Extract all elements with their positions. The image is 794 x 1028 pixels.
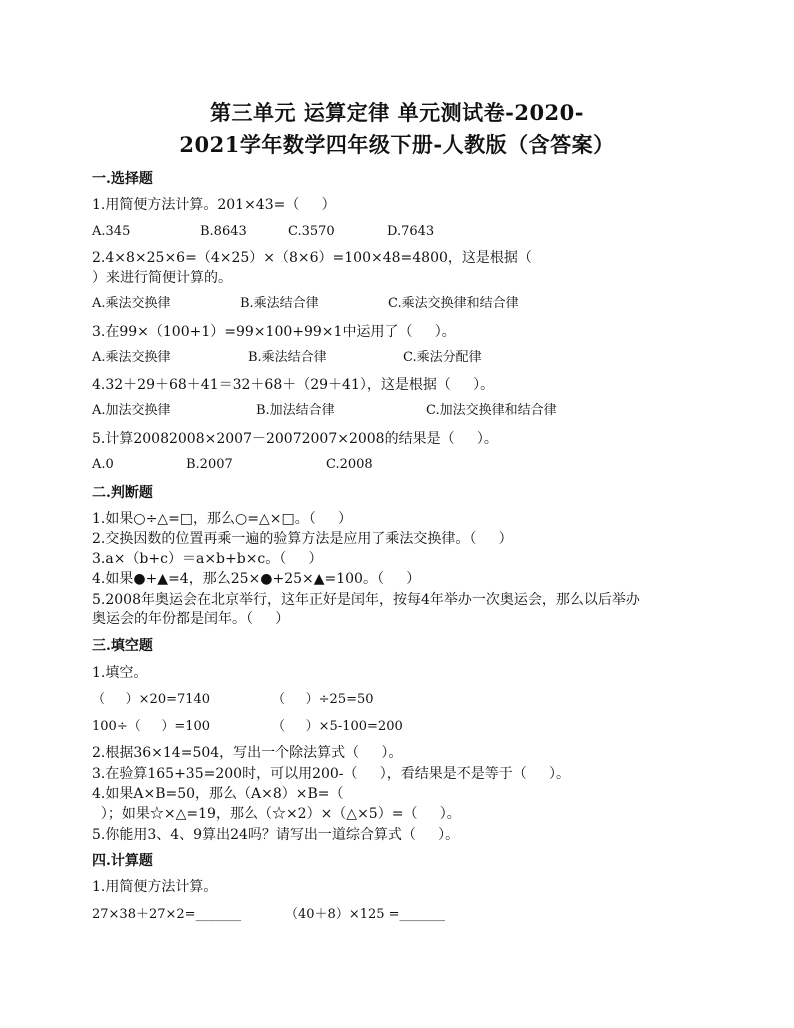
option-1-5-b: B.2007 <box>186 457 233 472</box>
option-1-5-a: A.0 <box>92 457 114 472</box>
question-3-4-line-1: 4.如果A×B=50，那么（A×8）×B=（ <box>92 786 344 802</box>
option-1-4-a: A.加法交换律 <box>92 403 171 418</box>
option-1-1-b: B.8643 <box>200 224 247 239</box>
option-1-4-b: B.加法结合律 <box>256 403 335 418</box>
fill-3-1-c: 100÷（ ）=100 <box>92 719 211 734</box>
question-1-2-line-2: ）来进行简便计算的。 <box>92 270 232 286</box>
question-1-2-line-1: 2.4×8×25×6=（4×25）×（8×6）=100×48=4800，这是根据（ <box>92 250 532 266</box>
option-1-3-a: A.乘法交换律 <box>92 350 171 365</box>
question-3-3: 3.在验算165+35=200时，可以用200-（ ），看结果是不是等于（ ）。 <box>92 766 571 782</box>
question-2-2: 2.交换因数的位置再乘一遍的验算方法是应用了乘法交换律。（ ） <box>92 531 513 547</box>
option-1-1-d: D.7643 <box>387 224 435 239</box>
question-2-1: 1.如果○÷△=□，那么○=△×□。（ ） <box>92 511 352 527</box>
fill-3-1-d: （ ）×5-100=200 <box>272 719 403 734</box>
question-3-5: 5.你能用3、4、9算出24吗？请写出一道综合算式（ ）。 <box>92 827 460 843</box>
calc-4-1-a: 27×38＋27×2=_______ <box>92 907 242 922</box>
fill-3-1-b: （ ）÷25=50 <box>272 692 374 707</box>
question-4-1: 1.用简便方法计算。 <box>92 879 218 895</box>
option-1-1-a: A.345 <box>92 224 131 239</box>
question-2-4: 4.如果●+▲=4，那么25×●+25×▲=100。（ ） <box>92 571 421 587</box>
page-title-line-2: 2021学年数学四年级下册-人教版（含答案） <box>179 132 615 157</box>
option-1-4-c: C.加法交换律和结合律 <box>426 403 557 418</box>
section-heading-fill-in: 三.填空题 <box>92 638 153 654</box>
section-heading-choice: 一.选择题 <box>92 171 153 187</box>
section-heading-calculation: 四.计算题 <box>92 853 153 869</box>
option-1-5-c: C.2008 <box>326 457 373 472</box>
question-1-1: 1.用简便方法计算。201×43=（ ） <box>92 197 336 213</box>
question-1-3: 3.在99×（100+1）=99×100+99×1中运用了（ ）。 <box>92 324 456 340</box>
question-3-1: 1.填空。 <box>92 665 148 681</box>
page-title-line-1: 第三单元 运算定律 单元测试卷-2020- <box>210 100 584 125</box>
question-1-4: 4.32＋29＋68＋41＝32＋68＋（29＋41），这是根据（ ）。 <box>92 377 495 393</box>
question-3-2: 2.根据36×14=504，写出一个除法算式（ ）。 <box>92 745 403 761</box>
option-1-3-c: C.乘法分配律 <box>403 350 482 365</box>
option-1-3-b: B.乘法结合律 <box>248 350 327 365</box>
option-1-2-a: A.乘法交换律 <box>92 296 171 311</box>
option-1-1-c: C.3570 <box>288 224 335 239</box>
calc-4-1-b: （40＋8）×125 =_______ <box>285 907 446 922</box>
question-3-4-line-2: ）；如果☆×△=19，那么（☆×2）×（△×5）=（ ）。 <box>92 806 461 822</box>
section-heading-judgement: 二.判断题 <box>92 485 153 501</box>
option-1-2-b: B.乘法结合律 <box>240 296 319 311</box>
question-1-5: 5.计算20082008×2007－20072007×2008的结果是（ ）。 <box>92 431 498 447</box>
question-2-5-line-1: 5.2008年奥运会在北京举行，这年正好是闰年，按每4年举办一次奥运会，那么以后举办 <box>92 592 640 608</box>
option-1-2-c: C.乘法交换律和结合律 <box>388 296 519 311</box>
question-2-5-line-2: 奥运会的年份都是闰年。（ ） <box>92 611 290 627</box>
question-2-3: 3.a×（b+c）＝a×b+b×c。（ ） <box>92 551 323 567</box>
fill-3-1-a: （ ）×20=7140 <box>92 692 211 707</box>
